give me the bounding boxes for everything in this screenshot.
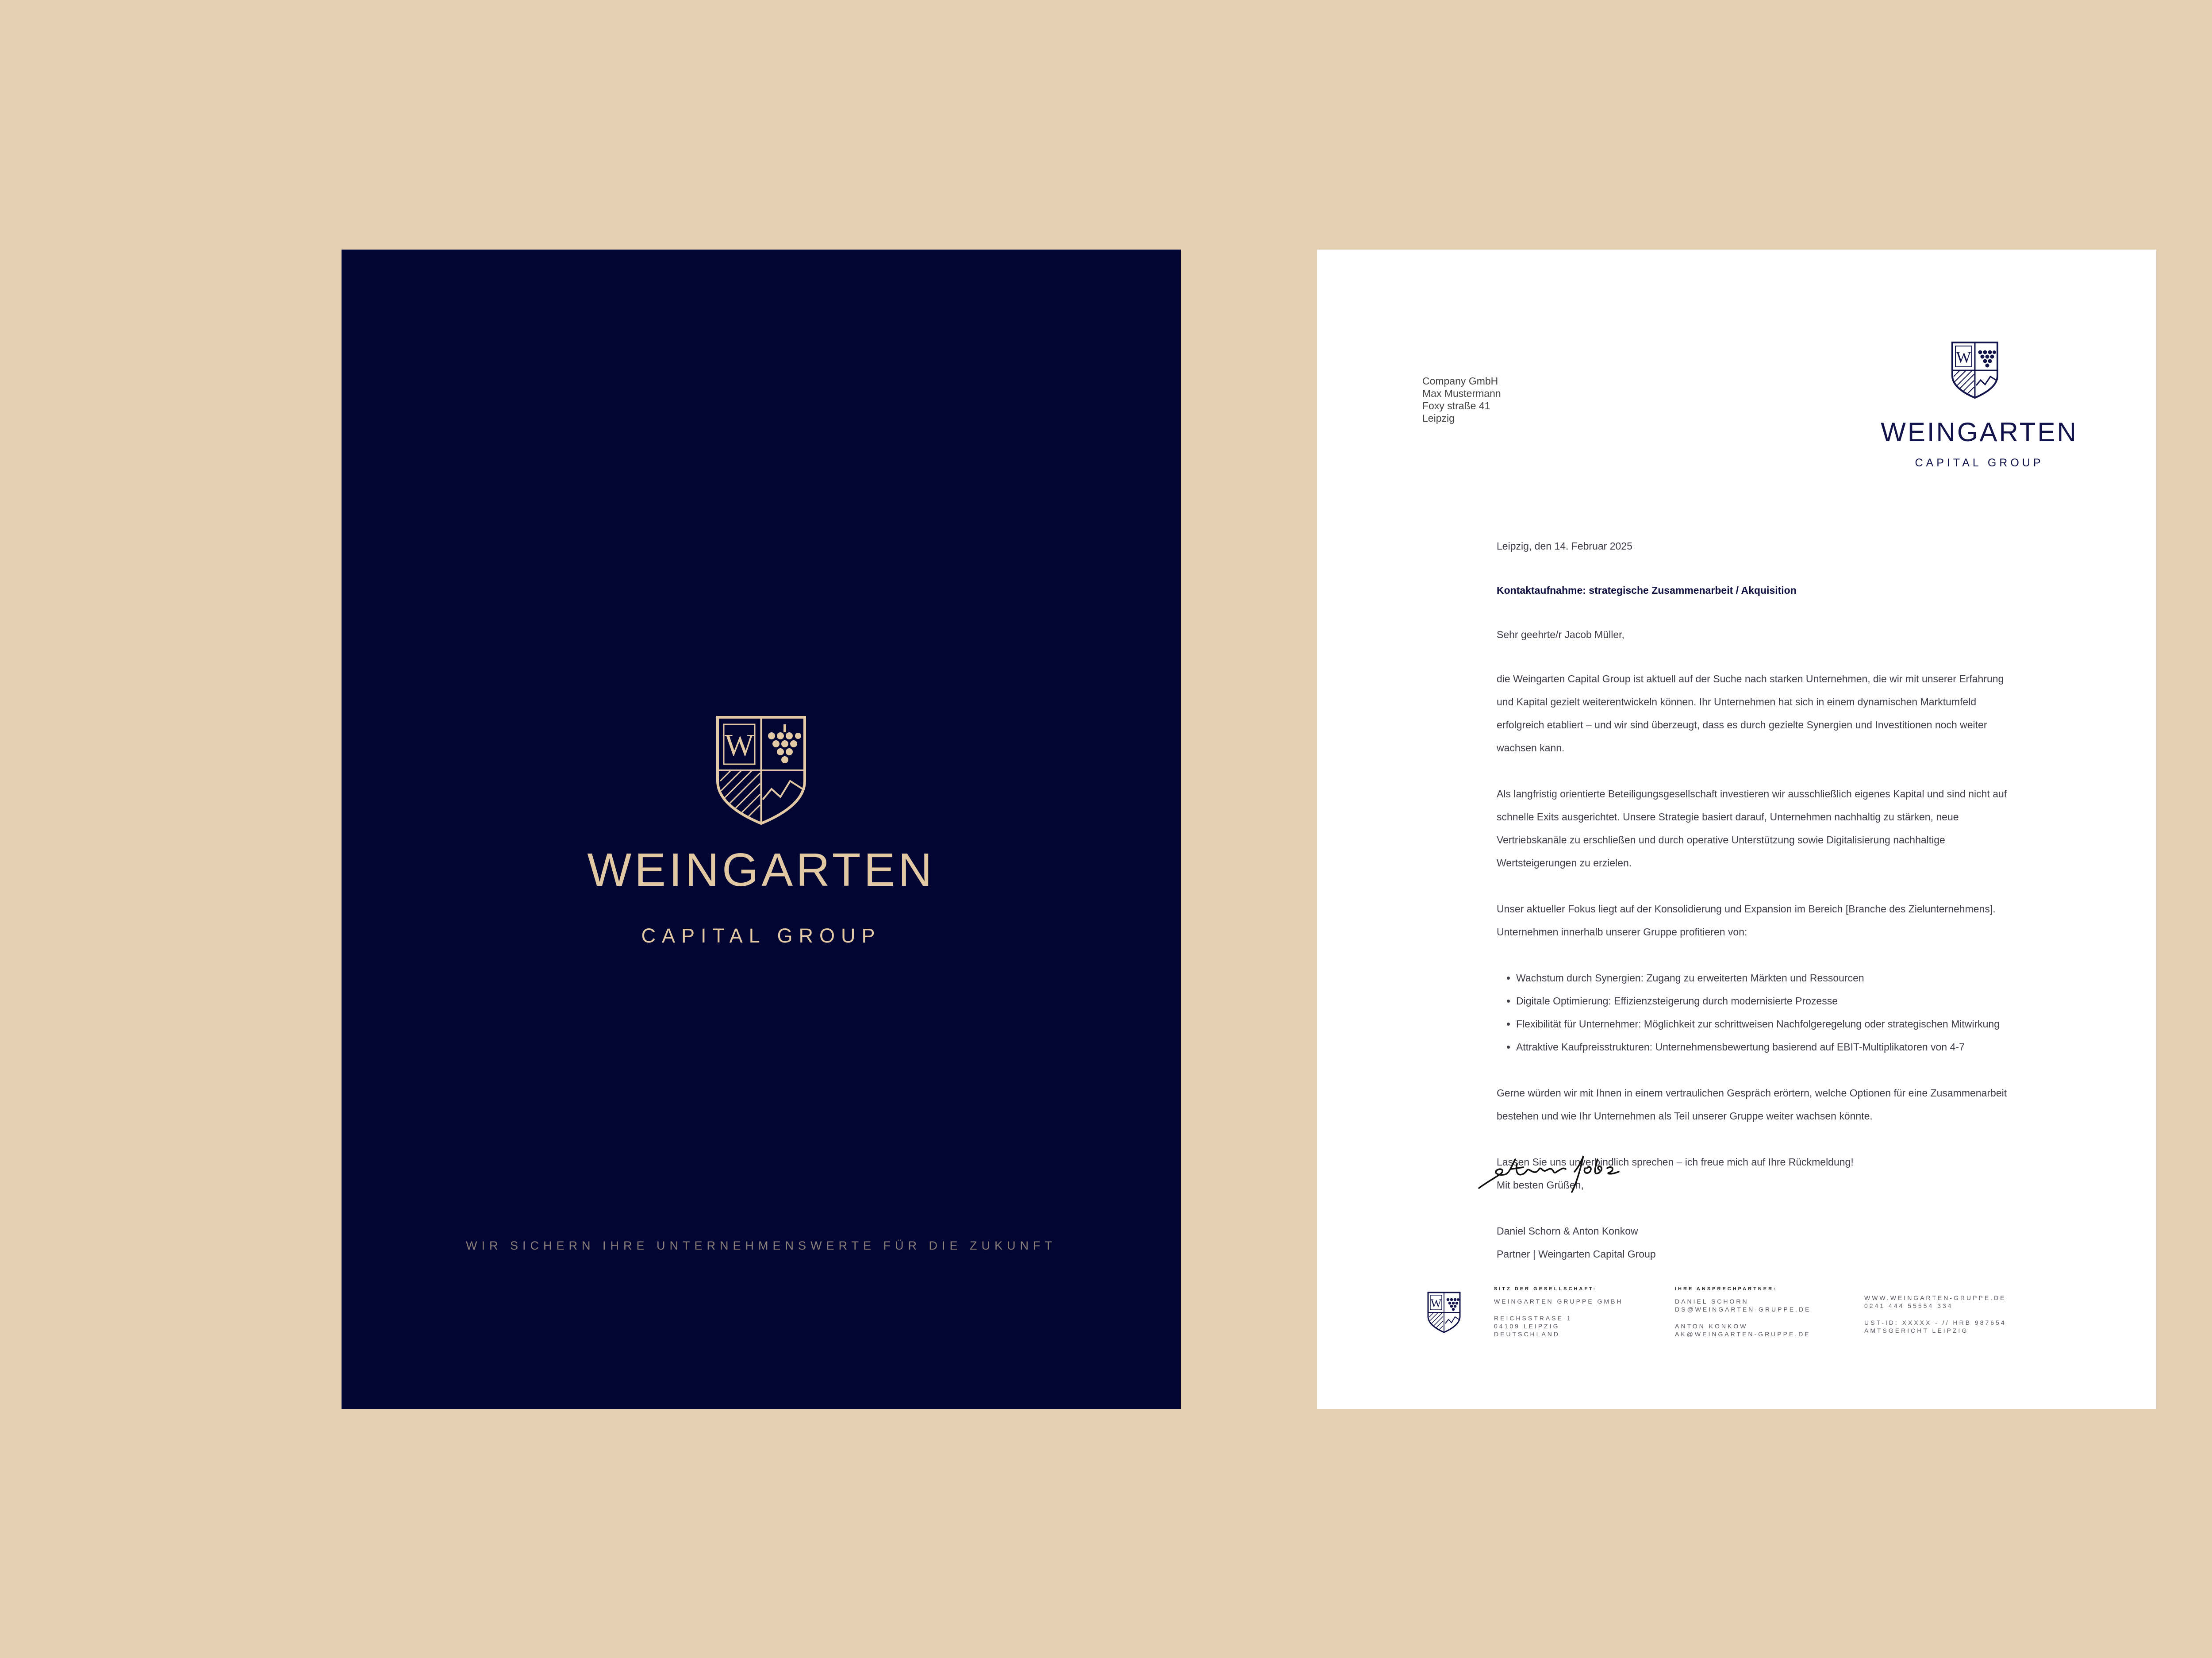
list-item: • Flexibilität für Unternehmer: Möglichkeit zur schrittweisen Nachfolgeregelung oder strategischen Mitwirkung	[1516, 1012, 2010, 1035]
regards-line: Mit besten Grüßen,	[1497, 1179, 1584, 1191]
footer-address-country: DEUTSCHLAND	[1494, 1331, 1560, 1338]
footer-crest-icon	[1427, 1292, 1461, 1333]
recipient-street: Foxy straße 41	[1422, 400, 1490, 412]
letter-footer	[1317, 1285, 2156, 1338]
footer-contact-email[interactable]: DS@WEINGARTEN-GRUPPE.DE	[1675, 1306, 1811, 1313]
letter-salutation: Sehr geehrte/r Jacob Müller,	[1497, 629, 1624, 640]
footer-company-name: WEINGARTEN GRUPPE GMBH	[1494, 1298, 1623, 1305]
footer-contacts-column	[1675, 1285, 1811, 1338]
letter-body	[1497, 535, 2010, 1266]
cover-brand-subtitle: CAPITAL GROUP	[641, 924, 881, 947]
letter-page	[1317, 250, 2156, 1409]
letterhead-crest-icon	[1951, 341, 1999, 399]
sender-role: Partner | Weingarten Capital Group	[1497, 1248, 1656, 1260]
footer-tax-id: UST-ID: XXXXX - // HRB 987654	[1864, 1319, 2006, 1326]
letterhead-brand-subtitle: CAPITAL GROUP	[1915, 457, 2044, 469]
list-item: • Attraktive Kaufpreisstrukturen: Unternehmensbewertung basierend auf EBIT-Multiplikatoren von 4-7	[1516, 1035, 2010, 1058]
footer-website-link[interactable]: WWW.WEINGARTEN-GRUPPE.DE	[1864, 1294, 2006, 1301]
list-item: • Digitale Optimierung: Effizienzsteigerung durch modernisierte Prozesse	[1516, 989, 2010, 1012]
crest-logo-icon	[714, 715, 808, 826]
signature-block	[1497, 1150, 2010, 1196]
closing-line: Lassen Sie uns unverbindlich sprechen – ich freue mich auf Ihre Rückmeldung!	[1497, 1156, 1854, 1168]
handwritten-signature	[1475, 1146, 1634, 1195]
cover-page	[342, 250, 1181, 1409]
cover-brand-name: WEINGARTEN	[587, 844, 935, 896]
footer-web-column	[1864, 1294, 2006, 1335]
svg-text:W: W	[1430, 1297, 1442, 1310]
footer-company-heading: SITZ DER GESELLSCHAFT:	[1494, 1286, 1597, 1292]
footer-address-city: 04109 LEIPZIG	[1494, 1323, 1560, 1330]
letter-date: Leipzig, den 14. Februar 2025	[1497, 540, 1632, 552]
letter-subject: Kontaktaufnahme: strategische Zusammenarbeit / Akquisition	[1497, 585, 1797, 596]
body-paragraph-1: die Weingarten Capital Group ist aktuell auf der Suche nach starken Unternehmen, die wir mit unserer Erfahrung und Kapital gezielt weiterentwickeln können. Ihr Unternehmen hat sich in einem dynamischen Marktumfeld erfolgreich etabliert – und wir sind überzeugt, dass es durch gezielte Synergien und Investitionen noch weiter wachsen kann.	[1497, 673, 2004, 754]
footer-contact-name: DANIEL SCHORN	[1675, 1298, 1749, 1305]
recipient-address	[1422, 375, 1501, 424]
letterhead-brand-name: WEINGARTEN	[1881, 417, 2078, 447]
letterhead-crest-letter: W	[1956, 348, 1971, 366]
footer-contacts-heading: IHRE ANSPRECHPARTNER:	[1675, 1286, 1777, 1292]
footer-contact-name: ANTON KONKOW	[1675, 1323, 1748, 1330]
recipient-city: Leipzig	[1422, 412, 1455, 424]
crest-letter: W	[724, 728, 754, 762]
footer-address-street: REICHSSTRASE 1	[1494, 1315, 1572, 1322]
list-item: • Wachstum durch Synergien: Zugang zu erweiterten Märkten und Ressourcen	[1516, 966, 2010, 989]
sender-names: Daniel Schorn & Anton Konkow	[1497, 1225, 1638, 1237]
footer-contact-email[interactable]: AK@WEINGARTEN-GRUPPE.DE	[1675, 1331, 1811, 1338]
recipient-company: Company GmbH	[1422, 375, 1498, 387]
cover-tagline: WIR SICHERN IHRE UNTERNEHMENSWERTE FÜR DIE ZUKUNFT	[465, 1239, 1056, 1252]
footer-court: AMTSGERICHT LEIPZIG	[1864, 1327, 1969, 1334]
footer-phone: 0241 444 55554 334	[1864, 1302, 1953, 1309]
body-paragraph-3: Unser aktueller Fokus liegt auf der Konsolidierung und Expansion im Bereich [Branche des Zielunternehmens]. Unternehmen innerhalb unserer Gruppe profitieren von:	[1497, 903, 1996, 938]
body-paragraph-2: Als langfristig orientierte Beteiligungsgesellschaft investieren wir ausschließlich eigenes Kapital und sind nicht auf schnelle Exits ausgerichtet. Unsere Strategie basiert darauf, Unternehmen nachhaltig zu stärken, neue Vertriebskanäle zu erschließen und durch operative Unterstützung sowie Digitalisierung nachhaltige Wertsteigerungen zu erzielen.	[1497, 788, 2007, 869]
benefits-list	[1497, 966, 2010, 1058]
footer-company-column	[1494, 1285, 1623, 1338]
body-paragraph-4: Gerne würden wir mit Ihnen in einem vertraulichen Gespräch erörtern, welche Optionen für eine Zusammenarbeit bestehen und wie Ihr Unternehmen als Teil unserer Gruppe weiter wachsen könnte.	[1497, 1087, 2007, 1122]
recipient-name: Max Mustermann	[1422, 388, 1501, 399]
